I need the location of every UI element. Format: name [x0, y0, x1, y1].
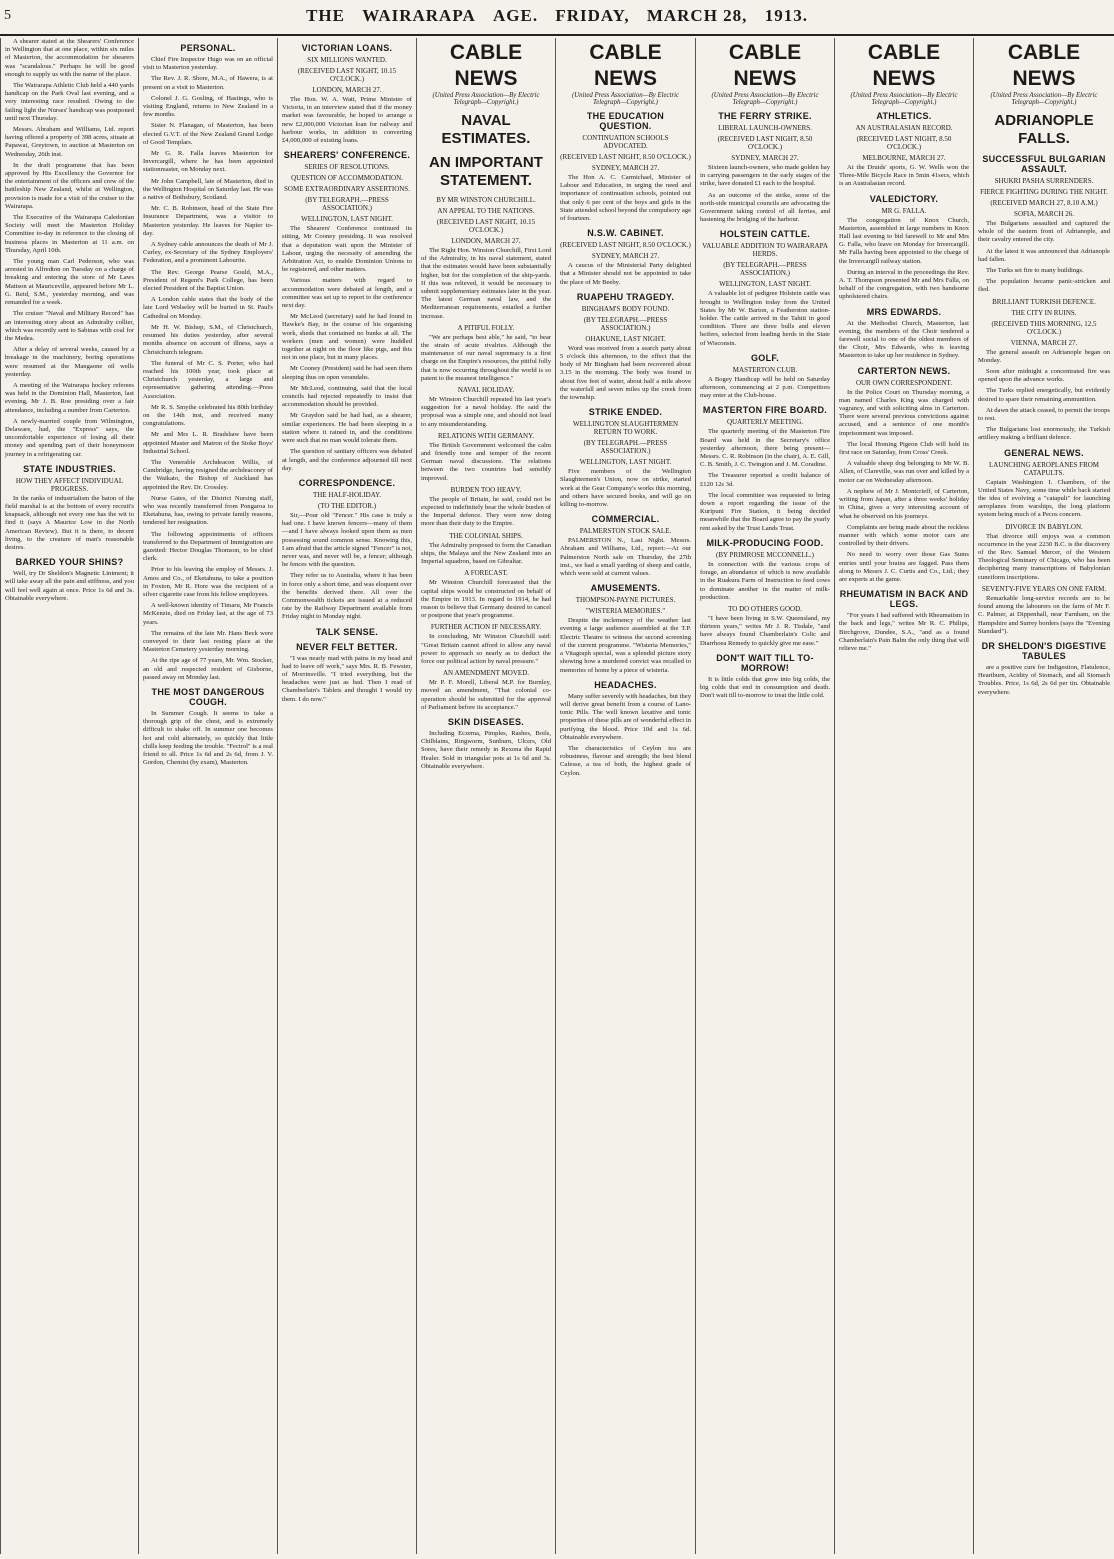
press-credit: (United Press Association—By Electric Telegraph—Copyright.) [432, 92, 540, 106]
article-paragraph: PALMERSTON N., Last Night. Messrs. Abraham and Williams, Ltd., report:—At our Palmerston North sale on Thursday, the 27th inst., we had a small yarding of sheep and cattle, which were sold at current values. [560, 537, 691, 578]
sub-heading: LIBERAL LAUNCH-OWNERS. [718, 124, 812, 132]
sub-heading: HOW THEY AFFECT INDIVIDUAL PROGRESS. [15, 476, 124, 493]
sub-heading: MELBOURNE, MARCH 27. [862, 154, 946, 162]
title-part: 1913. [764, 6, 808, 25]
article-paragraph: Complaints are being made about the reckless manner with which some motor cars are controlled by their drivers. [839, 523, 969, 548]
sub-heading: RELATIONS WITH GERMANY. [438, 431, 534, 440]
article-paragraph: At the Druids' sports, G. W. Wells won the Three-Mile Bicycle Race in 5min 41secs, which is an Australasian record. [839, 164, 969, 188]
sub-heading: (BY PRIMROSE MCCONNELL.) [716, 550, 814, 559]
sub-heading: AN APPEAL TO THE NATIONS. [437, 207, 535, 215]
cable-news-banner: CABLE NEWS [1007, 41, 1081, 90]
sub-heading: DIVORCE IN BABYLON. [1005, 522, 1083, 531]
article-paragraph: "For years I had suffered with Rheumatism in the back and legs," writes Mr R. C. Philips, Birchgrove, Dundee, S.A., "and as a found Chamberlain's Pain Balm the only thing that will relieve me." [839, 612, 969, 652]
section-heading: GENERAL NEWS. [1004, 447, 1084, 458]
section-heading: BARKED YOUR SHINS? [15, 557, 124, 568]
masthead [0, 0, 1114, 36]
article-paragraph: Chief Fire Inspector Hugo was on an official visit to Masterton yesterday. [143, 56, 273, 72]
sub-heading: WELLINGTON SLAUGHTERMEN RETURN TO WORK. [572, 420, 679, 437]
article-paragraph: The cruiser "Naval and Military Record" has an interesting story about an Admiralty collier, which was recently sent to Sabinas with coal for the Medea. [5, 310, 134, 342]
cable-news-banner: CABLE NEWS [589, 41, 662, 90]
column-6 [695, 38, 834, 1554]
article-paragraph: The Shearers' Conference continued its sitting, Mr Cooney presiding. It was resolved that a deputation wait upon the Minister of Labour, urging the necessity of amending the Arbitration Act, to enable Dominion Unions to be registered, and other matters. [282, 225, 412, 274]
title-part: MARCH 28, [646, 6, 748, 25]
sub-heading: LAUNCHING AEROPLANES FROM CATAPULTS. [988, 460, 1100, 477]
cable-news-banner: CABLE NEWS [728, 41, 802, 90]
article-paragraph: Sixteen launch-owners, who made golden hay in carrying passengers in the early stages of the strike, have donated £1 each to the hospital. [700, 164, 830, 188]
section-heading: HEADACHES. [594, 679, 657, 690]
article-paragraph: Mr P. F. Morell, Liberal M.P. for Burnley, moved an amendment, "That colonial co-operation should be submitted for the approval of Parliament before its acceptance." [421, 679, 551, 711]
column-7 [834, 38, 973, 1554]
article-paragraph: The quarterly meeting of the Masterton Fire Board was held in the Secretary's office yesterday afternoon, there being present—Messrs. C. R. Robinson (in the chair), A. E. Gill, C. B. Smith, J. C. Twington and J. M. Coradine. [700, 428, 830, 469]
sub-heading: QUARTERLY MEETING. [727, 418, 803, 427]
section-heading: MASTERTON FIRE BOARD. [702, 405, 828, 416]
section-heading: SKIN DISEASES. [447, 716, 525, 727]
article-paragraph: "I have been living in S.W. Queensland, my thirteen years," writes Mr J. R. Tisdale, "and have always found Chamberlain's Colic and Diarrhoea Remedy to quickly give me ease." [700, 614, 830, 647]
column-2 [138, 38, 277, 1554]
section-heading: CARTERTON NEWS. [857, 365, 951, 376]
section-heading: NEVER FELT BETTER. [296, 641, 398, 652]
title-part: THE [306, 6, 345, 25]
section-heading: TALK SENSE. [315, 626, 379, 637]
sub-heading: SOME EXTRAORDINARY ASSERTIONS. [284, 185, 410, 194]
sub-heading: OUR OWN CORRESPONDENT. [855, 378, 953, 387]
section-heading: GOLF. [751, 352, 779, 363]
article-paragraph: At dawn the attack ceased, to permit the troops to rest. [978, 406, 1110, 423]
headline: ADRIANOPLE FALLS. [994, 112, 1094, 147]
article-paragraph: The Hon A. C. Carmichael, Minister of Labour and Education, in urging the need and importance of continuation schools, pointed out that only 6 per cent of the boys and girls in the State attended school beyond the compulsory age of fourteen. [560, 174, 691, 223]
sub-heading: WELLINGTON, LAST NIGHT. [579, 458, 672, 467]
article-paragraph: Despite the inclemency of the weather last evening a large audience assembled at the T.P. Electric Theatre to witness the second screening of the current programme. "Wisteria Memories," a Vitagraph special, was a splendid picture story showing how a murdered convict was recalled to memories of home by a piece of wisteria. [560, 617, 691, 674]
article-paragraph: Mr Cooney (President) said he had seen them sleeping thus on open verandahs. [282, 365, 412, 381]
article-paragraph: After a delay of several weeks, caused by a breakage in the machinery, boring operations were resumed at the Mangaone oil wells yesterday. [5, 346, 134, 378]
article-paragraph: No need to worry over those Gas Sums entries until your brains are fagged. Pass them along to Messrs J. C. Curtis and Co., Ltd.; they are experts at the game. [839, 551, 969, 583]
section-heading: RHEUMATISM IN BACK AND LEGS. [839, 589, 969, 610]
sub-heading: AN AMENDMENT MOVED. [442, 669, 529, 678]
article-paragraph: A London cable states that the body of the late Lord Wolseley will be buried in St. Paul's Cathedral on Monday. [143, 296, 273, 320]
section-heading: STRIKE ENDED. [588, 407, 663, 418]
article-paragraph: The British Government welcomed the calm and friendly tone and temper of the recent German naval discussions. The relations between the two countries had sensibly improved. [421, 441, 551, 482]
article-paragraph: The Admiralty proposed to form the Canadian ships, the Malaya and the New Zealand into an Imperial squadron, based on Gibraltar. [421, 541, 551, 566]
sub-heading: THE COLONIAL SHIPS. [449, 531, 523, 540]
section-heading: SUCCESSFUL BULGARIAN ASSAULT. [982, 154, 1106, 174]
article-paragraph: The Turks replied energetically, but evidently desired to spare their remaining ammunition. [978, 387, 1110, 403]
sub-heading: SEVENTY-FIVE YEARS ON ONE FARM. [981, 584, 1107, 593]
sub-heading: (TO THE EDITOR.) [317, 501, 377, 510]
section-heading: N.S.W. CABINET. [587, 228, 664, 239]
section-heading: STATE INDUSTRIES. [23, 463, 116, 474]
sub-heading: SIX MILLIONS WANTED. [307, 56, 387, 64]
sub-heading: THE HALF-HOLIDAY. [312, 490, 382, 499]
article-paragraph: The Turks set fire to many buildings. [986, 267, 1084, 275]
section-heading: THE EDUCATION QUESTION. [586, 111, 665, 131]
article-paragraph: A newly-married couple from Wilmington, Delaware, had, the "Express" says, the uncomfortable experience of losing all their money and spending part of their honeymoon journey in a refrigerating car. [5, 417, 134, 458]
article-paragraph: Mr Winston Churchill repeated his last year's suggestion for a naval holiday. He said the proposal was a simple one, and should not lead to any misunderstanding. [421, 396, 551, 428]
article-paragraph: At the latest it was announced that Adrianople had fallen. [978, 247, 1110, 263]
article-paragraph: A well-known identity of Timaru, Mr Francis McKenzie, died on Friday last, at the age of 73 years. [143, 602, 273, 626]
sub-heading: TO DO OTHERS GOOD. [728, 604, 802, 613]
press-credit: (United Press Association—By Electric Telegraph—Copyright.) [571, 92, 680, 106]
article-paragraph: Mr McLeod, continuing, said that the local councils had rejected repeatedly to insist that accommodation should be provided. [282, 384, 412, 409]
column-1 [0, 38, 138, 1554]
article-paragraph: A meeting of the Wairarapa hockey referees was held in the Dominion Hall, Masterton, last evening, Mr J. B. Roe presiding over a fair attendance, including a number from Carterton. [5, 381, 134, 414]
article-paragraph: The question of sanitary officers was debated at length, and the conference adjourned till next day. [282, 448, 412, 472]
article-paragraph: A Sydney cable announces the death of Mr J. Curley, ex-Secretary of the Sydney Employers' Federation, and a prominent Labourite. [143, 241, 273, 265]
article-paragraph: The characteristics of Ceylon tea are robustness, flavour and strength; the best blend Cafesse, a tea of both, the highest grade of Ceylon. [560, 744, 691, 777]
column-5 [555, 38, 695, 1554]
article-paragraph: Mr R. S. Smythe celebrated his 80th birthday on the 14th inst, and received many congratulations. [143, 403, 273, 428]
section-heading: DON'T WAIT TILL TO-MORROW! [716, 652, 814, 673]
article-paragraph: Mr. C. B. Robinson, head of the State Fire Insurance Department, was a visitor to Masterton yesterday. He leaves for Napier to-day. [143, 205, 273, 237]
sub-heading: BINGHAM'S BODY FOUND. [581, 304, 670, 313]
sub-heading: (BY TELEGRAPH.—PRESS ASSOCIATION.) [305, 196, 389, 213]
sub-heading: MR G. FALLA. [881, 206, 927, 215]
headline: AN IMPORTANT STATEMENT. [429, 154, 543, 189]
sub-heading: (RECEIVED THIS MORNING, 12.5 O'CLOCK.) [991, 319, 1097, 336]
article-paragraph: In the draft programme that has been approved by His Excellency the Governor for the entertainment of the officers and crew of the battleship New Zealand, whilst at Wellington, provision is made for a visit of the cruiser to the Wairarapa. [5, 161, 134, 210]
sub-heading: (RECEIVED LAST NIGHT, 8.50 O'CLOCK.) [856, 135, 952, 151]
column-4 [416, 38, 555, 1554]
article-paragraph: Sir,—Pour old "Fencer." His case is truly a bad one. I have known fencers—many of them—and I have always looked upon them as men possessing sound common sense. Knowing this, I am afraid that the article signed "Fencer" is not, never was, and never will be, a fencer; although he fences with the question. [282, 511, 412, 569]
article-paragraph: Nurse Gates, of the District Nursing staff, who was recently transferred from Pongaroa to Eketahuna, has, owing to private family reasons, tendered her resignation. [143, 494, 273, 527]
article-paragraph: Various matters with regard to accommodation were debated at length, and a committee was set up to report to the conference next day. [282, 277, 412, 310]
section-heading: AMUSEMENTS. [590, 583, 661, 594]
sub-heading: THE CITY IN RUINS. [1011, 308, 1077, 317]
sub-heading: BRILLIANT TURKISH DEFENCE. [992, 297, 1096, 306]
sub-heading: SERIES OF RESOLUTIONS. [304, 163, 390, 172]
section-heading: CORRESPONDENCE. [298, 477, 396, 488]
sub-heading: OHAKUNE, LAST NIGHT. [585, 334, 666, 343]
article-paragraph: In the ranks of industrialism the baton of the field marshal is at the bottom of every recruit's knapsack, although not every one has the wit to find it (says A Maurice Low in the North American Review). But it is there, to decent living, to the creature of man's reasonable desires. [5, 494, 134, 551]
article-paragraph: The Bulgarians lost enormously, the Turkish artillery making a brilliant defence. [978, 426, 1110, 442]
sub-heading: AN AUSTRALASIAN RECORD. [855, 124, 953, 132]
article-paragraph: It is little colds that grow into big colds, the big colds that end in consumption and death. Don't wait till to-morrow to treat the little cold. [700, 675, 830, 700]
sub-heading: (RECEIVED LAST NIGHT, 10.15 O'CLOCK.) [436, 218, 536, 234]
article-paragraph: Soon after midnight a concentrated fire was opened upon the advance works. [978, 368, 1110, 384]
cable-news-banner: CABLE NEWS [867, 41, 941, 90]
sub-heading: THOMPSON-PAYNE PICTURES. [575, 596, 676, 605]
section-heading: VICTORIAN LOANS. [301, 43, 393, 53]
column-3 [277, 38, 416, 1554]
article-paragraph: Word was received from a search party about 5 o'clock this afternoon, to the effect that the body of Mr Bingham had been recovered about 3.15 in the morning. The body was found in about five feet of water, about half a mile above the waterfall and seven miles up the creek from the township. [560, 344, 691, 402]
article-paragraph: A shearer stated at the Shearers' Conference in Wellington that at one place, within six miles of Masterton, the accommodation for shearers was "scandalous." Perhaps he will be good enough to supply us with the name of the place. [5, 38, 134, 78]
section-heading: VALEDICTORY. [869, 193, 939, 204]
column-8 [973, 38, 1114, 1554]
article-paragraph: Sister N. Flanagan, of Masterton, has been elected G.V.T. of the New Zealand Grand Lodge of Good Templars. [143, 122, 273, 146]
article-paragraph: In the Police Court on Thursday morning, a man named Charles King was charged with vagrancy, and with soliciting alms in Carterton. There were several previous convictions against accused, and a sentence of one month's imprisonment was imposed. [839, 388, 969, 437]
sub-heading: QUESTION OF ACCOMMODATION. [291, 174, 403, 183]
sub-heading: WELLINGTON, LAST NIGHT. [719, 280, 811, 289]
sub-heading: SOFIA, MARCH 26. [1014, 210, 1074, 218]
title-part: FRIDAY, [555, 6, 630, 25]
title-part: AGE. [492, 6, 539, 25]
article-paragraph: "I was nearly mad with pains in my head and had to leave off work," says Mrs. R. B. Fewster, of Morrinsville. "I tried everything, but the headaches were just as bad. Then I read of Chamberlain's Tablets and thought I would try them. I do now." [282, 654, 412, 703]
article-paragraph: The congregation of Knox Church, Masterton, assembled in large numbers in Knox Hall last evening to bid farewell to Mr and Mrs G. Falla, who leave on Monday for Invercargill. Mr Falla having been appointed to the charge of the Invercargill railway station. [839, 216, 969, 265]
article-paragraph: A nephew of Mr J. Montcrieff, of Carterton, writing from Japan, after a three weeks' holiday in China, gives a very interesting account of what he observed on his journeys. [839, 487, 969, 520]
article-paragraph: Mr John Campbell, late of Masterton, died in the Wellington Hospital on Saturday last. He was a native of Bothsbury, Scotland. [143, 177, 273, 202]
press-credit: (United Press Association—By Electric Telegraph—Copyright.) [711, 92, 819, 106]
page-number: 5 [4, 8, 11, 23]
article-paragraph: The Venerable Archdeacon Willis, of Cambridge, having resigned the archdeaconry of the Waikato, the Bishop of Auckland has appointed the Rev. Dr. Crossley. [143, 458, 273, 491]
sub-heading: MASTERTON CLUB. [732, 365, 798, 374]
sub-heading: NAVAL HOLIDAY. [457, 386, 515, 395]
sub-heading: BY MR WINSTON CHURCHILL. [436, 196, 536, 204]
article-paragraph: Mr Winston Churchill forecasted that the capital ships would be constructed on behalf of the Empire in 1913. In regard to 1914, he had reason to believe that Germany desired to cancel or postpone that year's programme. [421, 579, 551, 620]
article-paragraph: Captain Washington I. Chambers, of the United States Navy, some time while back started the idea of evolving a "catapult" for launching aeroplanes from warships, the long platform system being much of a Pecos concern. [978, 478, 1110, 519]
sub-heading: (RECEIVED LAST NIGHT, 8.50 O'CLOCK.) [560, 241, 691, 250]
article-paragraph: Colonel J. G. Gosling, of Hastings, who is visiting England, returns to New Zealand in a few months. [143, 94, 273, 119]
sub-heading: SYDNEY, MARCH 27. [731, 154, 799, 162]
article-paragraph: A Bogey Handicap will be held on Saturday afternoon, commencing at 2 p.m. Competitors may enter at the Club-house. [700, 375, 830, 400]
sub-heading: (RECEIVED LAST NIGHT, 8.50 O'CLOCK.) [560, 153, 691, 161]
article-paragraph: Including Eczema, Pimples, Rashes, Boils, Chilblains, Ringworm, Sunburn, Ulcers, Old Sores, have their remedy in Rexona the Rapid Healer. Sold in triangular pots at 1s 6d and 3s. Obtainable everywhere. [421, 729, 551, 770]
press-credit: (United Press Association—By Electric Telegraph—Copyright.) [850, 92, 958, 106]
sub-heading: (BY TELEGRAPH.—PRESS ASSOCIATION.) [583, 439, 668, 456]
article-paragraph: The remains of the late Mr. Hans Beck were conveyed to their last resting place at the Masterton Cemetery yesterday morning. [143, 629, 273, 654]
sub-heading: (RECEIVED LAST NIGHT, 8.50 O'CLOCK.) [717, 135, 813, 151]
article-paragraph: A valuable lot of pedigree Holstein cattle was brought to Wellington today from the United States by Mr W. Barton, a Featherston station-holder. The cattle arrived in the Tahiti in good condition. There are three bulls and eleven heifers, selected from leading herds in the State of Wisconsin. [700, 290, 830, 347]
article-paragraph: Five members of the Wellington Slaughtermen's Union, now on strike, started work at the Gear Company's works this morning, and others have secured books, and will go on killing to-morrow. [560, 468, 691, 509]
sub-heading: (BY TELEGRAPH.—PRESS ASSOCIATION.) [583, 315, 668, 332]
sub-heading: (RECEIVED LAST NIGHT, 10.15 O'CLOCK.) [297, 67, 397, 83]
section-heading: MRS EDWARDS. [866, 306, 942, 317]
headline: NAVAL ESTIMATES. [441, 112, 531, 147]
article-paragraph: They refer us to Australia, where it has been in force only a short time, and was eloquent over the benefits derived there. All over the Commonwealth tickets are issued at a reduced rate by the Railway Department available from Friday night to Monday night. [282, 572, 412, 621]
article-paragraph: In connection with the various crops of forage, an abundance of which is now available in the Ruakura Farm of Instruction to feed cows to dominate another in the matter of milk-production. [700, 560, 830, 601]
article-paragraph: The Executive of the Wairarapa Caledonian Society will meet the Masterton Holiday Committee to-day in reference to the closing of business places in Masterton at 11 a.m. on Thursday, April 10th. [5, 214, 134, 254]
article-paragraph: The Hon. W. A. Watt, Prime Minister of Victoria, in an interview stated that if the money market was favourable, he hoped to arrange a new £2,000,000 Victorian loan for railway and harbour works, in addition to converting £4,000,000 of existing loans. [282, 96, 412, 145]
article-paragraph: Mr and Mrs L. R. Bradshaw have been appointed Master and Matron of the Stoke Boys' Industrial School. [143, 431, 273, 455]
article-paragraph: At the Methodist Church, Masterton, last evening, the members of the Choir tendered a farewell social to one of the oldest members of the Choir, Mrs Edwards, who is leaving Masterton to take up her residence in Sydney. [839, 319, 969, 360]
sub-heading: A PITIFUL FOLLY. [457, 323, 515, 332]
sub-heading: (RECEIVED MARCH 27, 8.10 A.M.) [990, 199, 1098, 207]
article-paragraph: A caucus of the Ministerial Party delighted that a Minister should not be appointed to take the place of Mr Beeby. [560, 262, 691, 286]
article-paragraph: The people of Britain, he said, could not be expected to indefinitely bear the whole burden of the Imperial defence. They were now doing more than their duty to the Empire. [421, 495, 551, 528]
article-paragraph: The local Homing Pigeon Club will hold its first race on Saturday, from Cross' Creek. [839, 440, 969, 457]
section-heading: RUAPEHU TRAGEDY. [576, 291, 675, 302]
article-paragraph: Mr G. R. Falla leaves Masterton for Invercargill, where he has been appointed stationmaster, on Monday next. [143, 150, 273, 174]
article-paragraph: Many suffer severely with headaches, but they will derive great benefit from a course of Lano-tonic Pills. The well known laxative and tonic properties of these pills are of wonderful effect in purifying the blood. Price 10d and 1s 6d. Obtainable everywhere. [560, 692, 691, 741]
article-paragraph: A valuable sheep dog belonging to Mr W. B. Allen, of Clareville, was run over and killed by a motor car on Wednesday afternoon. [839, 460, 969, 484]
article-paragraph: The young man Carl Pederson, who was arrested in Alfredton on Tuesday on a charge of breaking and entering the store of Mr Laws Mattson at Mauriceville, appeared before Mr L. G. Reid, S.M., yesterday morning, and was remanded for a week. [5, 258, 134, 307]
title-part: WAIRARAPA [362, 6, 476, 25]
article-paragraph: As an outcome of the strike, some of the north-side municipal councils are advocating the Government taking control of all ferries, and hastening the bridging of the harbour. [700, 191, 830, 224]
sub-heading: CONTINUATION SCHOOLS ADVOCATED. [582, 134, 669, 150]
sub-heading: PALMERSTON STOCK SALE. [579, 527, 672, 536]
article-paragraph: The funeral of Mr C. S. Porter, who had reached his 100th year, took place at Christchurch yesterday, a large and representative gathering attending.—Press Association. [143, 359, 273, 400]
section-heading: COMMERCIAL. [591, 514, 660, 525]
article-paragraph: The Treasurer reported a credit balance of £120 12s 3d. [700, 472, 830, 488]
sub-heading: SYDNEY, MARCH 27. [591, 252, 660, 261]
sub-heading: VIENNA, MARCH 27. [1010, 338, 1078, 347]
article-paragraph: In concluding, Mr Winston Churchill said: "Great Britain cannot afford to allow any naval power to approach so nearly as to deduct the force our political action by naval pressure." [421, 633, 551, 665]
article-paragraph: Remarkable long-service records are to be found among the labourers on the farm of Mr F. C. Palmer, at Dippenhall, near Farnham, on the Hampshire and Surrey borders (says the "Evening Standard"). [978, 594, 1110, 635]
sub-heading: FURTHER ACTION IF NECESSARY. [430, 623, 542, 632]
sub-heading: SHUKRI PASHA SURRENDERS. [994, 177, 1094, 185]
article-paragraph: The Bulgarians assaulted and captured the whole of the eastern front of Adrianople, and their cavalry entered the city. [978, 220, 1110, 244]
sub-heading: VALUABLE ADDITION TO WAIRARAPA HERDS. [702, 242, 828, 259]
section-heading: THE FERRY STRIKE. [718, 111, 812, 121]
newspaper-title [0, 6, 1114, 26]
article-paragraph: The following appointments of officers transferred to the Department of Immigration are gazetted: Hector Douglas Thomson, to be chief clerk. [143, 530, 273, 563]
article-paragraph: Mr Graydon said he had had, as a shearer, similar experiences. He had been sleeping in a station where it rained in, and the conditions were such that no man would tolerate them. [282, 412, 412, 445]
article-paragraph: Mr McLeod (secretary) said he had found in Hawke's Bay, in the course of his organising work, sheds that contained no bunks at all. The workers (men and women) were huddled together at night on the floor like pigs, and this not in one place, but in many places. [282, 313, 412, 362]
article-paragraph: are a positive cure for Indigestion, Flatulence, Heartburn, Acidity of Stomach, and all Stomach Troubles. Price, 1s 6d, 2s 6d per tin. Obtainable everywhere. [978, 663, 1110, 696]
article-paragraph: The Rev. George Pearse Gould, M.A., President of Regent's Park College, has been elected President of the Baptist Union. [143, 268, 273, 293]
article-paragraph: That divorce still enjoys was a common occurrence in the year 2230 B.C. is the discovery of the Rev. Samuel Mercer, of the Western Theological Seminary of Chicago, who has been deciphering many transcriptions of Babylonian cuneiform inscriptions. [978, 532, 1110, 581]
article-paragraph: Prior to his leaving the employ of Messrs. J. Amos and Co., of Eketahuna, to take a position in Foxton, Mr R. Hore was the recipient of a silver cigarette case from his fellow employees. [143, 566, 273, 598]
sub-heading: A FORECAST. [464, 569, 508, 578]
article-paragraph: Mr H. W. Bishop, S.M., of Christchurch, resumed his duties yesterday, after several months absence on account of illness, says a Christchurch telegram. [143, 323, 273, 356]
press-credit: (United Press Association—By Electric Telegraph—Copyright.) [990, 92, 1098, 106]
article-paragraph: Well, try Dr Sheldon's Magnetic Liniment; it will take away all the pain and stiffness, and you will feel well again at once. Price 1s 6d and 3s. Obtainable everywhere. [5, 570, 134, 602]
article-paragraph: In Summer Cough. It seems to take a thorough grip of the chest, and is extremely difficult to shake off. In summer one becomes hot and cold alternately, so quickly that little chills keep feeding the trouble. "Fectrol" is a real friend to all. Price 1s 6d and 2s 6d, from J. V. Gordon, Chemist (by exam), Masterton. [143, 710, 273, 767]
article-paragraph: The Right Hon. Winston Churchill, First Lord of the Admiralty, in his naval statement, stated that the estimates would have been substantially higher, but for the completion of the ship-yards. If this was relieved, it would be necessary to submit supplementary estimates later in the year. The latest German naval law, and the Mediterranean requirements, entailed a further increase. [421, 247, 551, 320]
sub-heading: (BY TELEGRAPH.—PRESS ASSOCIATION.) [723, 261, 807, 278]
article-paragraph: "We are perhaps best able," he said, "to bear the strain of acute rivalries. Although the maintenance of our naval supremacy is a first charge on the Empire's resources, the pitiful folly that is now occurring throughout the world is so patent to the meanest intelligence." [421, 333, 551, 382]
article-paragraph: The Wairarapa Athletic Club held a 440 yards handicap on the Park Oval last evening, and a very interesting race resulted. Owing to the failing light the Nurses' handicap was postponed until next Thursday. [5, 82, 134, 122]
article-paragraph: The Rev. J. R. Shore, M.A., of Hawera, is at present on a visit to Masterton. [143, 75, 273, 91]
cable-news-banner: CABLE NEWS [449, 41, 523, 90]
article-paragraph: The population became panic-stricken and fled. [978, 278, 1110, 294]
sub-heading: FIERCE FIGHTING DURING THE NIGHT. [980, 188, 1108, 196]
section-heading: DR SHELDON'S DIGESTIVE TABULES [981, 640, 1107, 661]
sub-heading: "WISTERIA MEMORIES." [585, 607, 666, 616]
section-heading: PERSONAL. [180, 43, 236, 53]
section-heading: HOLSTEIN CATTLE. [719, 229, 811, 240]
section-heading: SHEARERS' CONFERENCE. [283, 150, 411, 161]
sub-heading: BURDEN TOO HEAVY. [450, 485, 522, 494]
sub-heading: LONDON, MARCH 27. [451, 237, 521, 245]
section-heading: THE MOST DANGEROUS COUGH. [151, 687, 265, 708]
sub-heading: LONDON, MARCH 27. [312, 86, 382, 94]
article-paragraph: The local committee was requested to bring down a report regarding the issue of the Kuripuni Fire Station, it being decided meanwhile that the Board agree to pay the yearly rent asked by the Trust Lands Trust. [700, 491, 830, 532]
section-heading: ATHLETICS. [876, 111, 932, 121]
sub-heading: WELLINGTON, LAST NIGHT. [301, 215, 393, 224]
article-paragraph: Messrs. Abraham and Williams, Ltd. report having offered a property of 398 acres, situate at Papawai, Greytown, to auction at Masterton on Wednesday, 26th inst. [5, 126, 134, 158]
section-heading: MILK-PRODUCING FOOD. [706, 537, 824, 548]
sub-heading: SYDNEY, MARCH 27. [591, 164, 660, 172]
article-paragraph: At the ripe age of 77 years, Mr. Wm. Stocker, an old and respected resident of Gisborne, passed away on Monday last. [143, 657, 273, 681]
article-paragraph: During an interval in the proceedings the Rev. A. T. Thompson presented Mr and Mrs Falla, on behalf of the congregation, with two handsome upholstered chairs. [839, 268, 969, 301]
article-paragraph: The general assault on Adrianople began on Monday. [978, 348, 1110, 364]
